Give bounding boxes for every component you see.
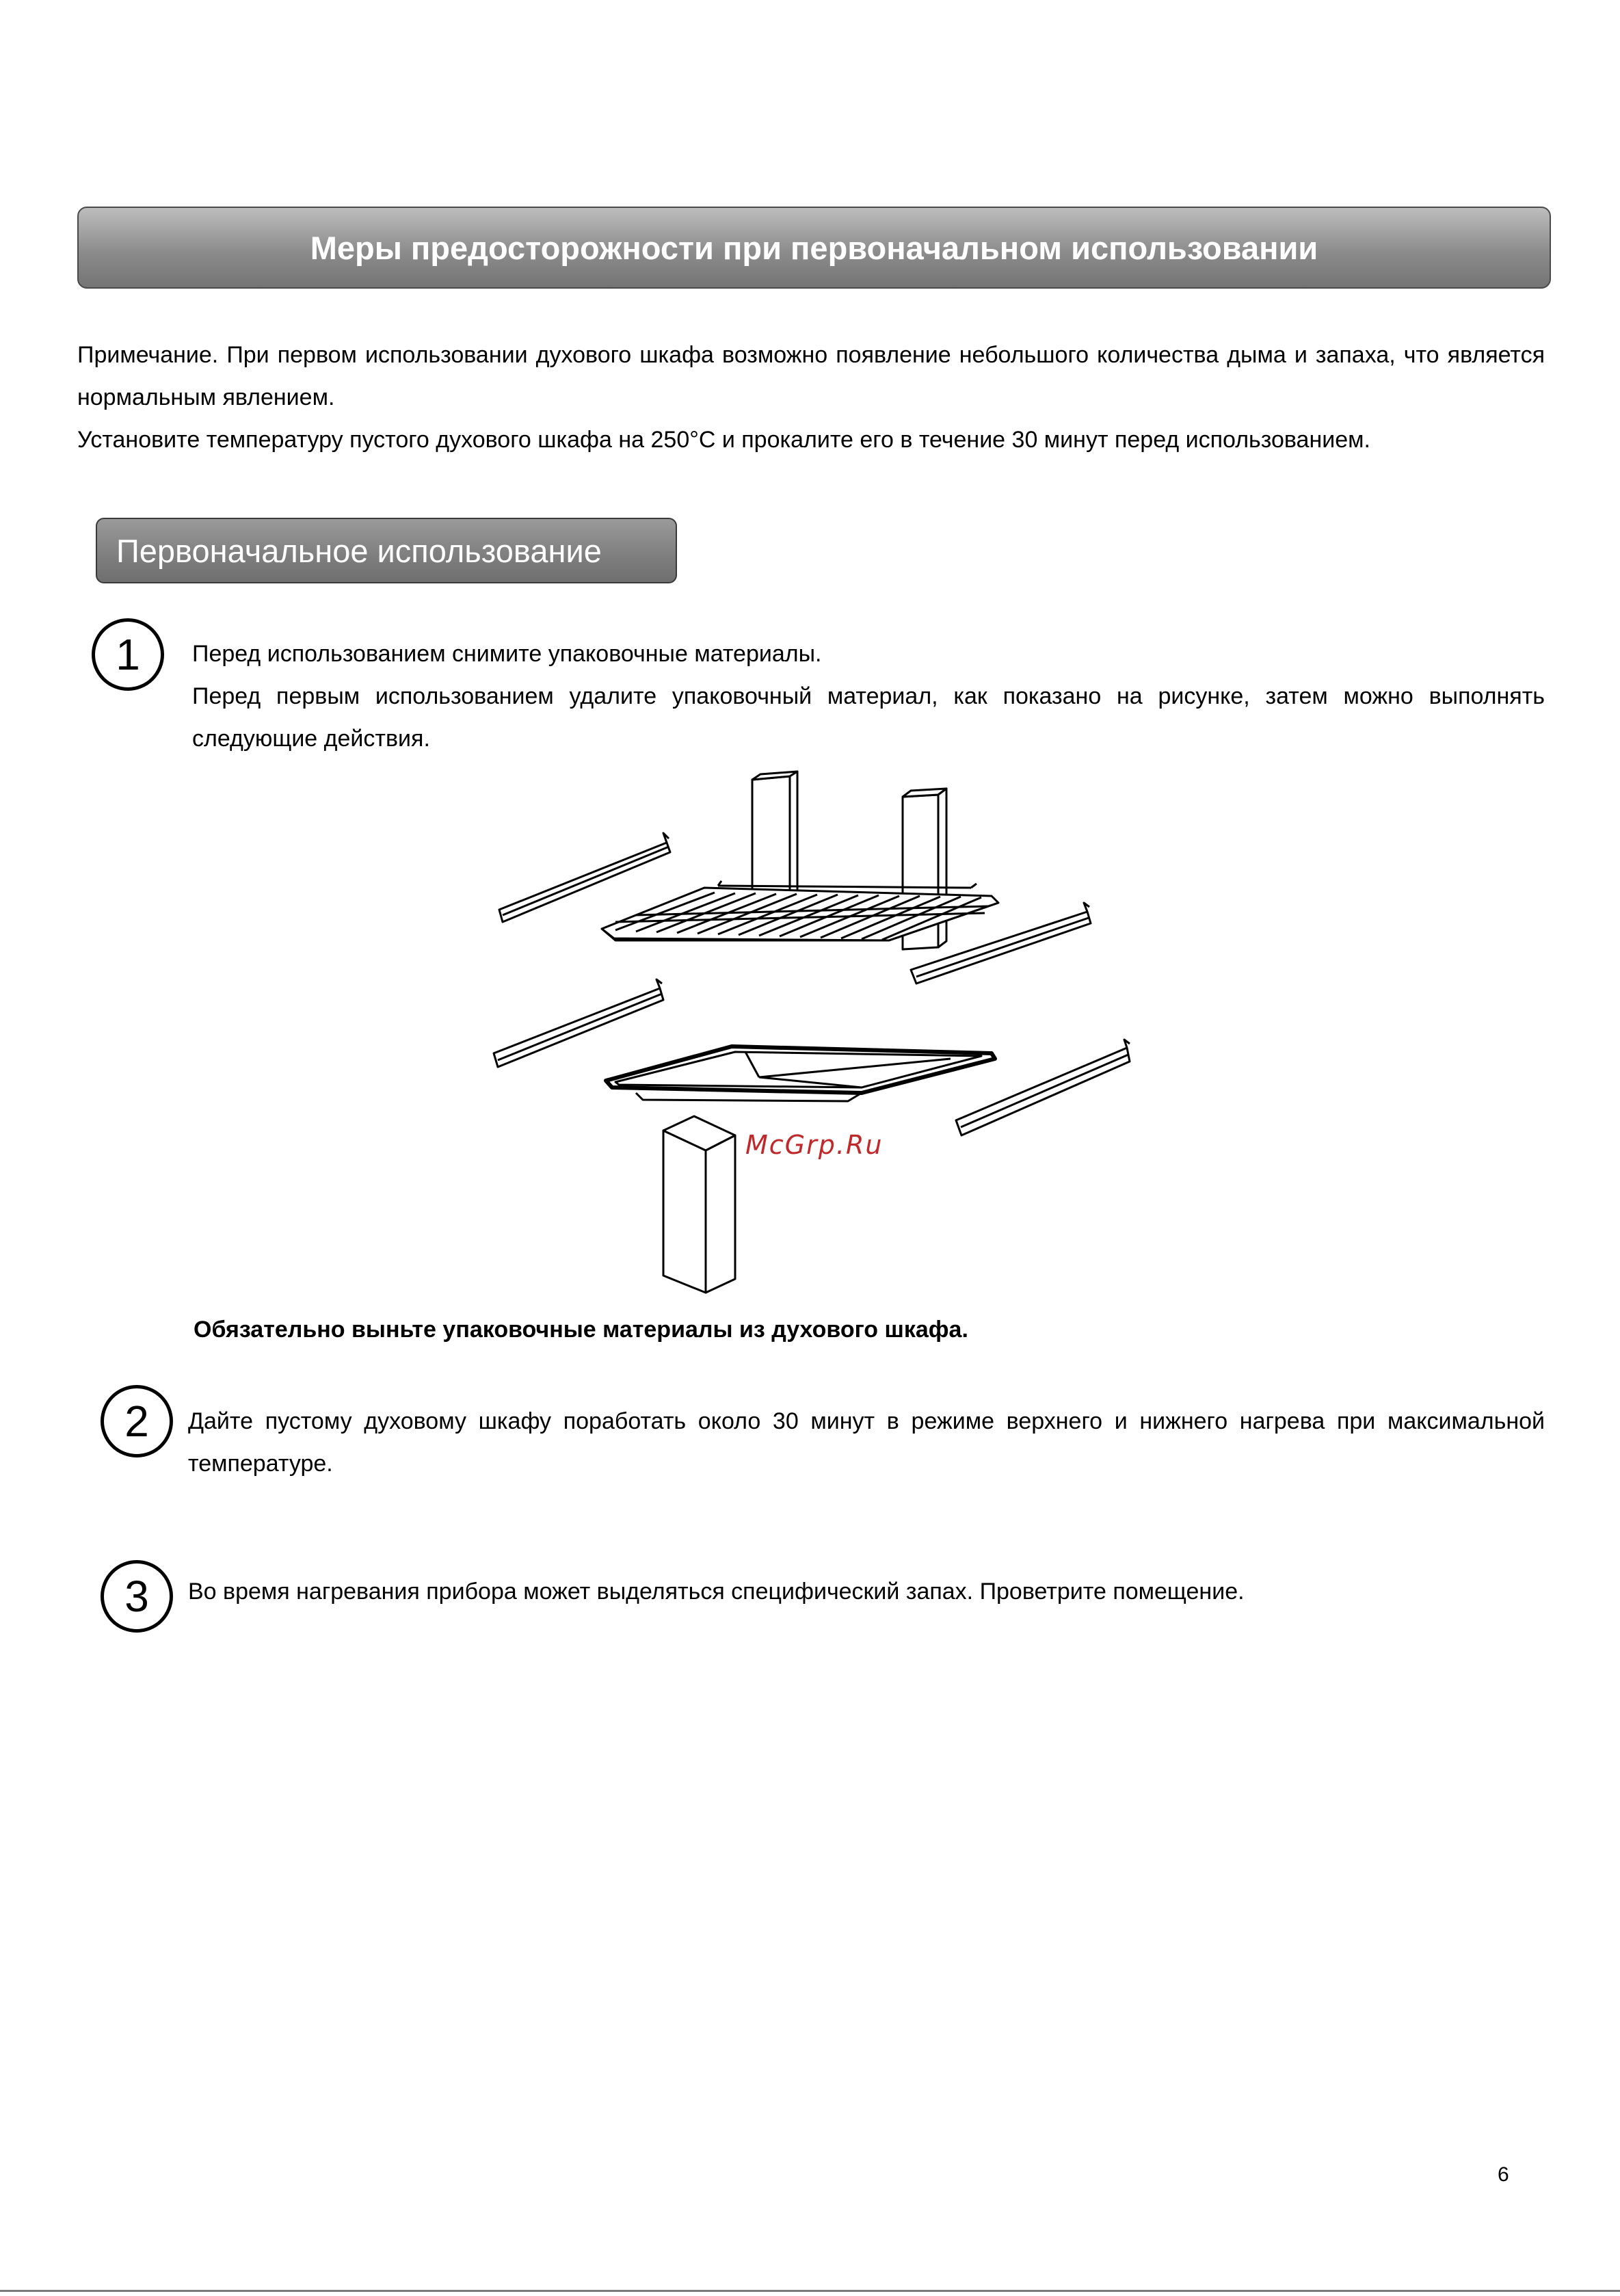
- foam-block-bottom: [663, 1116, 735, 1293]
- banner-title: Меры предосторожности при первоначальном использовании: [310, 229, 1318, 266]
- step-2-text: Дайте пустому духовому шкафу поработать около 30 минут в режиме верхнего и нижнего нагрева при максимальной температуре.: [188, 1408, 1545, 1477]
- step-3-text: Во время нагревания прибора может выделяться специфический запах. Проветрите помещение.: [188, 1579, 1245, 1605]
- warning-text: Обязательно выньте упаковочные материалы из духового шкафа.: [194, 1317, 968, 1343]
- step-1-line-1: Перед использованием снимите упаковочные материалы.: [192, 641, 822, 667]
- step-1-line-2: Перед первым использованием удалите упаковочный материал, как показано на рисунке, затем можно выполнять следующие действия.: [192, 683, 1545, 752]
- subsection-header: [96, 518, 677, 583]
- bottom-divider: [0, 2290, 1620, 2292]
- note-line-2: Установите температуру пустого духового шкафа на 250°C и прокалите его в течение 30 минут перед использованием.: [77, 427, 1370, 453]
- note-paragraph: [77, 334, 1545, 419]
- angle-strip-lower-left: [494, 979, 663, 1067]
- step-1-digit: 1: [116, 630, 140, 679]
- subsection-title: Первоначальное использование: [116, 532, 602, 569]
- watermark: McGrp.Ru: [745, 1130, 884, 1160]
- step-2-digit: 2: [124, 1397, 149, 1446]
- section-banner: [77, 207, 1551, 289]
- step-1-number: [92, 618, 164, 691]
- step-3-number: [101, 1560, 173, 1633]
- step-2-number: [101, 1385, 173, 1457]
- step-1-text: [192, 633, 1545, 760]
- note-paragraph-2: [77, 419, 1545, 461]
- page-number: 6: [1498, 2163, 1509, 2186]
- step-3-digit: 3: [124, 1572, 149, 1621]
- packaging-removal-illustration: [479, 766, 1149, 1296]
- baking-tray: [606, 1046, 995, 1101]
- note-line-1: Примечание. При первом использовании духового шкафа возможно появление небольшого количества дыма и запаха, что является нормальным явлением.: [77, 342, 1545, 410]
- angle-strip-upper-left: [499, 833, 670, 922]
